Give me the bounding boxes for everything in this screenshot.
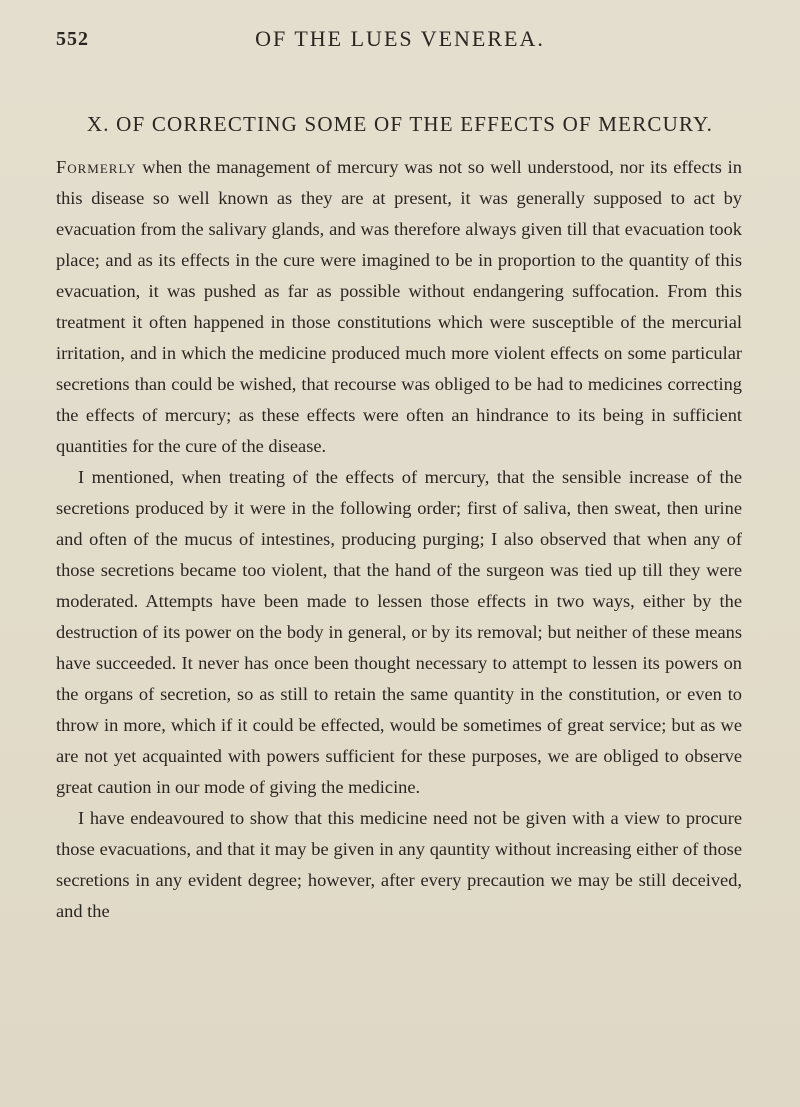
paragraph-2: I mentioned, when treating of the effects of mercury, that the sensible increase of the secretions produced by it were in the following order; first of saliva, then sweat, then urine and often of the mucus of intestines, producing purging; I also observed that when any of those secretions became too violent, that the hand of the surgeon was tied up till they were moderated. Attempts have been made to lessen those effects in two ways, either by the destruction of its power on the body in general, or by its removal; but neither of these means have succeeded. It never has once been thought necessary to attempt to lessen its powers on the organs of secretion, so as still to retain the same quantity in the constitution, or even to throw in more, which if it could be effected, would be sometimes of great service; but as we are not yet acquainted with powers sufficient for these purposes, we are obliged to observe great caution in our mode of giving the medicine. bbox=[56, 467, 742, 797]
section-heading: X. OF CORRECTING SOME OF THE EFFECTS OF MERCURY. bbox=[86, 112, 714, 136]
paragraph-1-text: when the management of mercury was not so well understood, nor its effects in this disease so well known as they are at present, it was generally supposed to act by evacuation from the salivary glands, and was therefore always given till that evacuation took place; and as its effects in the cure were imagined to be in proportion to the quantity of this evacuation, it was pushed as far as possible without endangering suffocation. From this treatment it often happened in those constitutions which were susceptible of the mercurial irritation, and in which the medicine produced much more violent effects on some particular secretions than could be wished, that recourse was obliged to be had to medicines correcting the effects of mercury; as these effects were often an hindrance to its being in sufficient quantities for the cure of the disease. bbox=[56, 157, 742, 456]
body-text bbox=[56, 152, 742, 927]
paragraph-3: I have endeavoured to show that this medicine need not be given with a view to procure those evacuations, and that it may be given in any qauntity without increasing either of those secretions in any evident degree; however, after every precaution we may be still deceived, and the bbox=[56, 808, 742, 921]
running-title: OF THE LUES VENEREA. bbox=[255, 26, 545, 51]
running-head bbox=[56, 24, 744, 56]
page-number: 552 bbox=[56, 28, 89, 50]
paragraph-1 bbox=[56, 152, 742, 462]
paragraph-1-lead-word: Formerly bbox=[56, 157, 137, 177]
